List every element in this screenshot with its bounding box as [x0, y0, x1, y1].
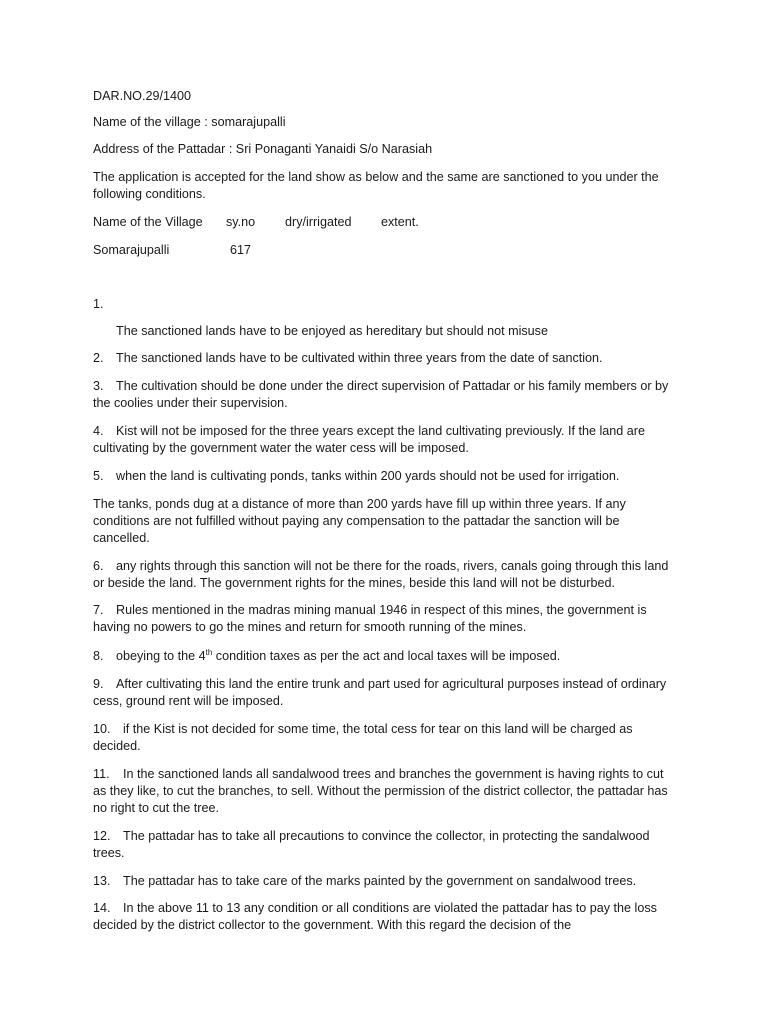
condition-number: 2.: [93, 351, 104, 365]
condition-text: The pattadar has to take care of the marks painted by the government on sandalwood trees.: [123, 874, 637, 888]
condition-text: Rules mentioned in the madras mining manual 1946 in respect of this mines, the government is having no powers to go the mines and return for smooth running of the mines.: [93, 603, 647, 634]
condition-number: 5.: [93, 469, 104, 483]
condition-text: when the land is cultivating ponds, tanks within 200 yards should not be used for irrigation.: [116, 469, 620, 483]
condition-text: In the above 11 to 13 any condition or all conditions are violated the pattadar has to pay the loss decided by the district collector to the government. With this regard the decision of the: [93, 901, 657, 932]
village-name-line: Name of the village : somarajupalli: [93, 115, 286, 129]
condition-number: 13.: [93, 874, 111, 888]
condition-2: [93, 350, 671, 367]
cell-village: Somarajupalli: [93, 243, 170, 257]
condition-text: Kist will not be imposed for the three years except the land cultivating previously. If the land are cultivating by the government water the water cess will be imposed.: [93, 424, 645, 455]
condition-13: [93, 873, 671, 890]
land-table-header: [93, 214, 673, 231]
condition-text: any rights through this sanction will not be there for the roads, rivers, canals going through this land or beside the land. The government rights for the mines, beside this land will not be disturbed.: [93, 559, 669, 590]
condition-10: [93, 721, 671, 755]
cell-syno: 617: [230, 243, 252, 257]
condition-4: [93, 423, 671, 457]
condition-number: 14.: [93, 901, 111, 915]
dar-number: DAR.NO.29/1400: [93, 89, 192, 103]
condition-1-text: The sanctioned lands have to be enjoyed as hereditary but should not misuse: [116, 324, 548, 338]
condition-12: [93, 828, 671, 862]
condition-5-continuation: The tanks, ponds dug at a distance of more than 200 yards have fill up within three years. If any conditions are not fulfilled without paying any compensation to the pattadar the sanction will be cancelled.: [93, 497, 626, 545]
col-extent-header: extent.: [381, 215, 419, 229]
condition-7: [93, 602, 671, 636]
condition-number: 12.: [93, 829, 111, 843]
pattadar-address-line: Address of the Pattadar : Sri Ponaganti Yanaidi S/o Narasiah: [93, 142, 433, 156]
condition-number: 6.: [93, 559, 104, 573]
condition-text: The cultivation should be done under the direct supervision of Pattadar or his family members or by the coolies under their supervision.: [93, 379, 669, 410]
condition-11: [93, 766, 671, 817]
condition-number: 8.: [93, 649, 104, 663]
condition-number: 10.: [93, 722, 111, 736]
condition-number: 11.: [93, 767, 110, 781]
condition-text: The sanctioned lands have to be cultivated within three years from the date of sanction.: [116, 351, 603, 365]
condition-6: [93, 558, 671, 592]
condition-9: [93, 676, 671, 710]
condition-text: The pattadar has to take all precautions to convince the collector, in protecting the sandalwood trees.: [93, 829, 650, 860]
condition-number: 3.: [93, 379, 104, 393]
col-village-header: Name of the Village: [93, 215, 203, 229]
col-syno-header: sy.no: [226, 215, 256, 229]
condition-text: In the sanctioned lands all sandalwood trees and branches the government is having rights to cut as they like, to cut the branches, to sell. Without the permission of the district collector, the pattadar has no right to cut the tree.: [93, 767, 668, 815]
condition-text: if the Kist is not decided for some time, the total cess for tear on this land will be charged as decided.: [93, 722, 633, 753]
condition-text-after: condition taxes as per the act and local taxes will be imposed.: [212, 649, 561, 663]
col-dry-irrigated-header: dry/irrigated: [285, 215, 352, 229]
condition-number: 4.: [93, 424, 104, 438]
land-table-row: [93, 242, 673, 259]
condition-3: [93, 378, 671, 412]
condition-text-before: obeying to the 4: [116, 649, 206, 663]
ordinal-suffix: th: [205, 647, 213, 657]
document-page: [93, 0, 673, 1024]
condition-5: [93, 468, 671, 485]
condition-14: [93, 900, 671, 934]
acceptance-paragraph: The application is accepted for the land show as below and the same are sanctioned to you under the following conditions.: [93, 170, 659, 201]
condition-text: After cultivating this land the entire trunk and part used for agricultural purposes instead of ordinary cess, ground rent will be imposed.: [93, 677, 667, 708]
condition-8: [93, 648, 671, 665]
condition-number: 7.: [93, 603, 104, 617]
condition-number: 9.: [93, 677, 104, 691]
condition-1-number: 1.: [93, 297, 104, 311]
